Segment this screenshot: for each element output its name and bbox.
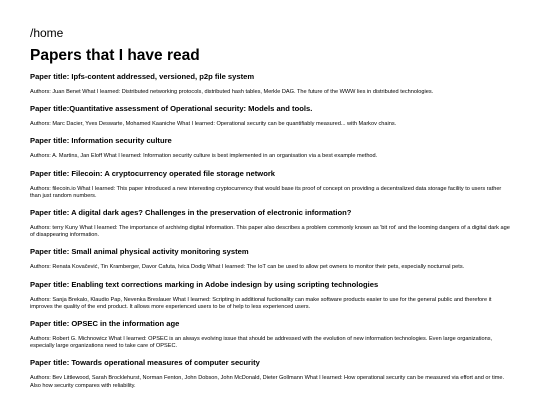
paper-description [30,264,510,271]
paper-authors: Authors: Sanja Brekalo, Klaudio Pap, Nevenka Breslauer [30,296,172,303]
paper-learned: What I learned: OPSEC is an always evolving issue that should be addressed with the evolution of new information technologies. Even large organizations, especially large organizations need to take care of OPSEC. [30,336,493,350]
paper-title: Paper title: Information security culture [30,136,172,146]
paper-entry [30,319,510,350]
paper-description [30,121,510,128]
paper-authors: Authors: Robert G. Michnowicz [30,336,108,343]
breadcrumb[interactable]: /home [30,26,64,40]
paper-title: Paper title:Quantitative assessment of Operational security: Models and tools. [30,104,313,114]
paper-entry [30,72,510,96]
paper-description [30,336,510,350]
paper-entry [30,169,510,200]
page-title: Papers that I have read [30,47,200,64]
paper-description [30,375,510,389]
paper-learned: What I learned: Scripting in additional fuctionality can make software products easier to use for the general public and therefore it improves the quality of the end product. It allows more experienced users to be of help to less experienced users. [30,296,492,310]
paper-description [30,297,510,311]
paper-learned: What I learned: This paper introduced a new interesting cryptocurrency that would base its proof of concept on providing a decentralized data storage facility to users rather than just random numbers. [30,185,502,199]
paper-entry [30,104,510,128]
paper-authors: Authors: Juan Benet [30,89,81,95]
paper-title: Paper title: Small animal physical activity monitoring system [30,247,249,257]
paper-learned: What I learned: Operational security can be quantifiably measured... with Markov chains. [176,121,397,128]
paper-entry [30,280,510,311]
paper-entry [30,247,510,271]
paper-authors: Authors: Bev Littlewood, Sarah Brocklehurst, Norman Fenton, John Dobson, John McDonald, Dieter Gollmann [30,375,303,382]
paper-entry [30,358,510,389]
paper-title: Paper title: OPSEC in the information age [30,319,180,329]
paper-authors: Authors: A. Martins, Jan Eloff [30,153,103,160]
paper-title: Paper title: Ipfs-content addressed, versioned, p2p file system [30,72,255,81]
paper-description [30,186,510,200]
paper-authors: Authors: terry Kuny [30,225,78,232]
paper-authors: Authors: Renata Kovačević, Tin Kramberger, Davor Cafuta, Ivica Dodig [30,264,206,271]
paper-entry [30,208,510,239]
paper-title: Paper title: Filecoin: A cryptocurrency operated file storage network [30,168,276,178]
paper-authors: Authors: filecoin.io [30,185,76,192]
paper-entry [30,136,510,160]
paper-learned: What I learned: The importance of archiving digital information. This paper also describes a problem commonly known as 'bit rot' and the looming dangers of a digital dark age of disappearing information. [30,225,510,239]
paper-title: Paper title: A digital dark ages? Challenges in the preservation of electronic information? [30,208,352,218]
paper-authors: Authors: Marc Dacier, Yves Deswarte, Mohamed Kaaniche [30,121,176,128]
paper-title: Paper title: Towards operational measures of computer security [30,358,260,368]
paper-description [30,225,510,239]
paper-description [30,153,510,160]
paper-learned: What I learned: How operational security can be measured via effort and or time. Also how security compares with reliability. [30,375,505,389]
paper-description [30,89,510,96]
paper-learned: What I learned: The IoT can be used to allow pet owners to monitor their pets, especially nocturnal pets. [207,264,465,271]
paper-learned: What I learned: Information security culture is best implemented in an organisation via a best example method. [103,153,378,160]
paper-title: Paper title: Enabling text corrections marking in Adobe indesign by using scripting technologies [30,279,379,289]
paper-learned: What I learned: Distributed networking protocols, distributed hash tables, Merkle DAG. The future of the WWW lies in distributed technologies. [82,89,434,95]
